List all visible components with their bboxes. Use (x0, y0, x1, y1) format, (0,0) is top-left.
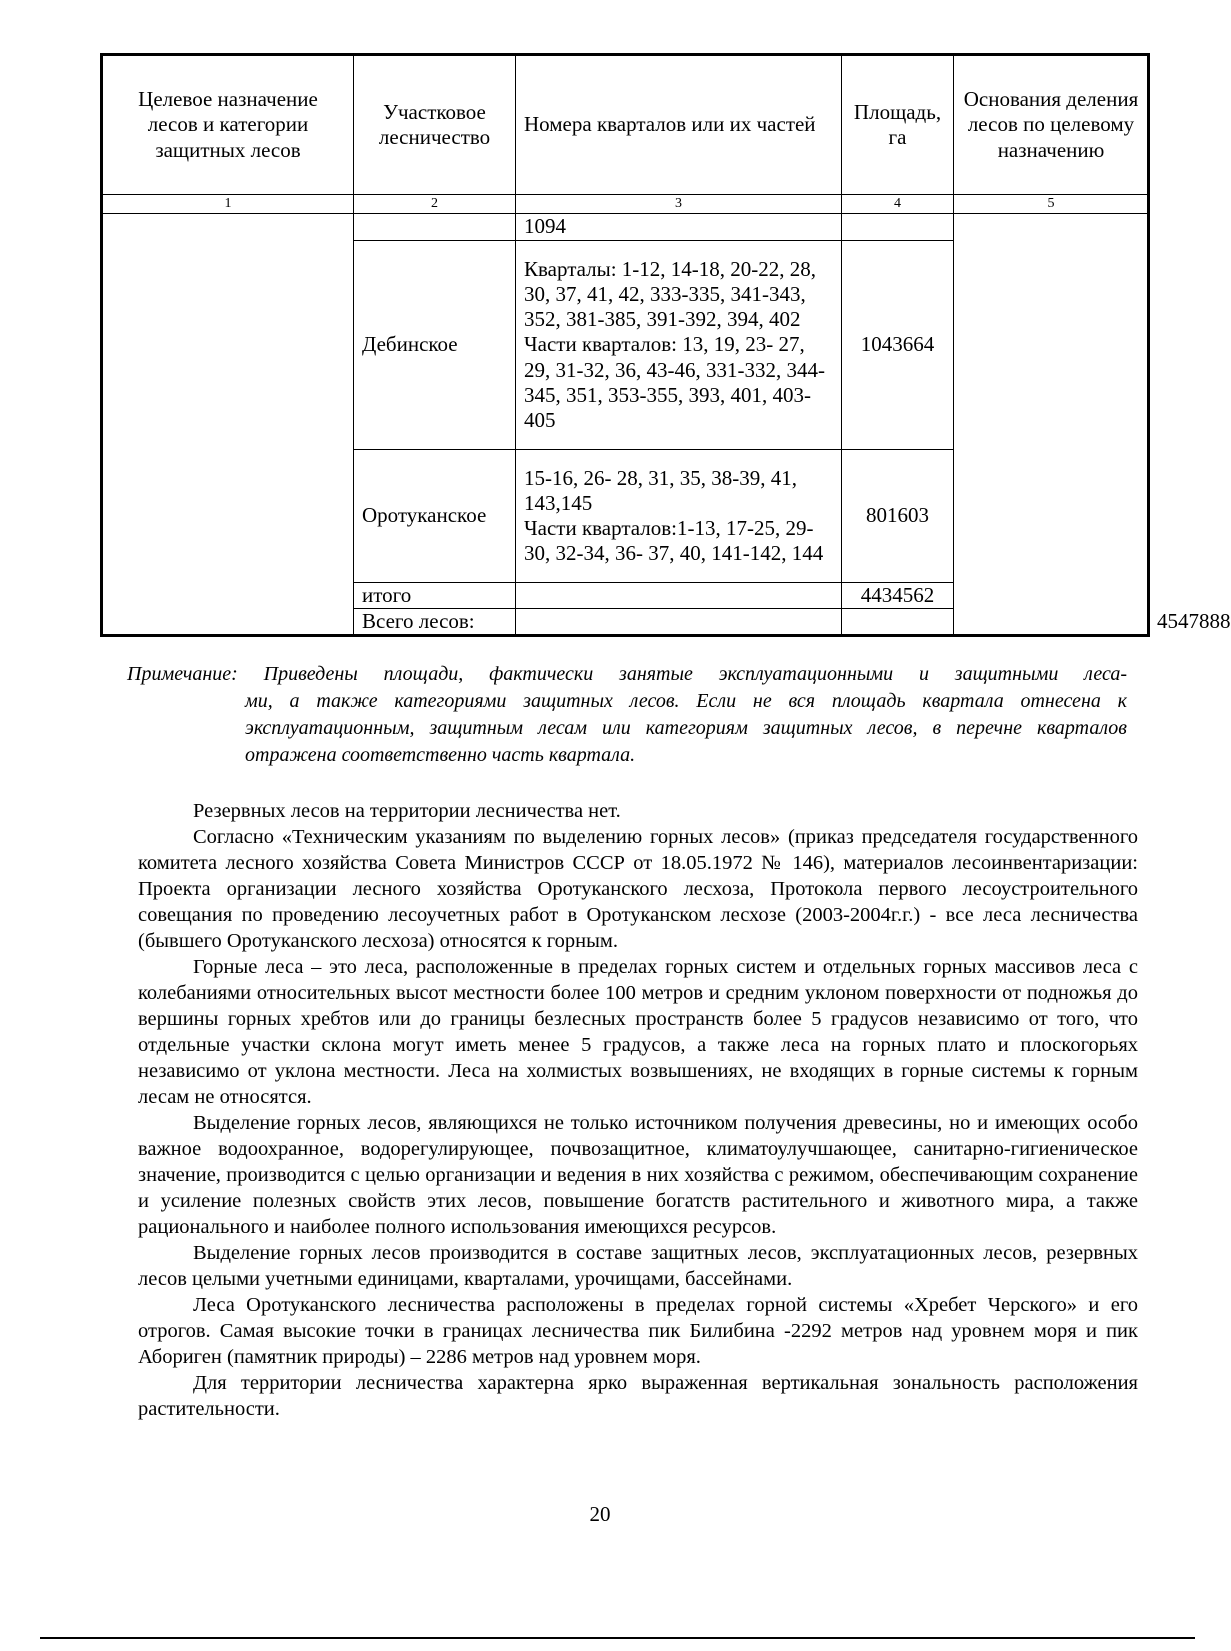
paragraph: Выделение горных лесов производится в составе защитных лесов, эксплуатационных лесов, резервных лесов целыми учетными единицами, кварталами, урочищами, бассейнами. (138, 1242, 1138, 1290)
basis-cell (954, 214, 1149, 636)
note-continuation: ми, а также категориями защитных лесов. Если не вся площадь квартала отнесена к эксплуатационным, защитным лесам или категориям защитных лесов, в перечне кварталов отражена соответственно часть квартала. (245, 690, 1127, 766)
column-number-row (102, 195, 1149, 214)
area-cell: 1043664 (842, 241, 954, 450)
body-text (138, 798, 1138, 1422)
quarters-cell: 1094 (516, 214, 842, 241)
table-header-row (102, 55, 1149, 195)
quarters-cell: 15-16, 26- 28, 31, 35, 38-39, 41, 143,145 Части кварталов:1-13, 17-25, 29-30, 32-34, 36- 37, 40, 141-142, 144 (516, 450, 842, 583)
header-basis: Основания деления лесов по целевому назначению (954, 55, 1149, 195)
table-row (102, 214, 1149, 241)
total-empty (842, 609, 954, 636)
forestry-cell: Оротуканское (354, 450, 516, 583)
header-quarters: Номера кварталов или их частей (516, 55, 842, 195)
forestry-cell: Дебинское (354, 241, 516, 450)
column-number: 3 (516, 195, 842, 214)
header-purpose: Целевое назначение лесов и категории защитных лесов (102, 55, 354, 195)
column-number: 1 (102, 195, 354, 214)
header-forestry: Участковое лесничество (354, 55, 516, 195)
area-cell: 801603 (842, 450, 954, 583)
header-area: Площадь, га (842, 55, 954, 195)
total-label: Всего лесов: (354, 609, 516, 636)
paragraph: Резервных лесов на территории лесничества нет. (193, 800, 621, 822)
paragraph: Согласно «Техническим указаниям по выделению горных лесов» (приказ председателя государственного комитета лесного хозяйства Совета Министров СССР от 18.05.1972 № 146), материалов лесоинвентаризации: Проекта организации лесного хозяйства Оротуканского лесхоза, Протокола первого лесоустроительного совещания по проведению лесоучетных работ в Оротуканском лесхозе (2003-2004г.г.) - все леса лесничества (бывшего Оротуканского лесхоза) относятся к горным. (138, 826, 1138, 952)
paragraph: Для территории лесничества характерна ярко выраженная вертикальная зональность расположения растительности. (138, 1372, 1138, 1420)
column-number: 2 (354, 195, 516, 214)
paragraph: Горные леса – это леса, расположенные в пределах горных систем и отдельных горных массивов леса с колебаниями относительных высот местности более 100 метров и средним уклоном поверхности от подножья до вершины горных хребтов или до границы безлесных пространств более 5 градусов независимо от того, что отдельные участки склона могут иметь менее 5 градусов, а также леса на горных плато и плоскогорьях независимо от уклона местности. Леса на холмистых возвышениях, не входящих в горные системы к горным лесам не относятся. (138, 956, 1138, 1108)
paragraph: Леса Оротуканского лесничества расположены в пределах горной системы «Хребет Черского» и его отрогов. Самая высокие точки в границах лесничества пик Билибина -2292 метров над уровнем моря и пик Абориген (памятник природы) – 2286 метров над уровнем моря. (138, 1294, 1138, 1368)
subtotal-empty (516, 583, 842, 609)
total-row: Всего лесов: 4547888 (102, 609, 1149, 636)
table-note (127, 661, 1127, 769)
forestry-cell (354, 214, 516, 241)
bottom-divider (40, 1637, 1195, 1639)
note-first-line: Примечание: Приведены площади, фактически занятые эксплуатационными и защитными леса- (127, 663, 1127, 685)
total-empty (516, 609, 842, 636)
area-cell (842, 214, 954, 241)
column-number: 5 (954, 195, 1149, 214)
paragraph: Выделение горных лесов, являющихся не только источником получения древесины, но и имеющих особо важное водоохранное, водорегулирующее, почвозащитное, климатоулучшающее, санитарно-гигиеническое значение, производится с целью организации и ведения в них хозяйства с режимом, обеспечивающим сохранение и усиление полезных свойств этих лесов, повышение богатств растительного и животного мира, а также рационального и наиболее полного использования имеющихся ресурсов. (138, 1112, 1138, 1238)
purpose-cell (102, 214, 354, 636)
subtotal-area: 4434562 (842, 583, 954, 609)
forest-table-wrapper (100, 53, 1231, 637)
page-number: 20 (589, 1502, 611, 1526)
quarters-cell: Кварталы: 1-12, 14-18, 20-22, 28, 30, 37, 41, 42, 333-335, 341-343, 352, 381-385, 391-392, 394, 402 Части кварталов: 13, 19, 23- 27, 29, 31-32, 36, 43-46, 331-332, 344-345, 351, 353-355, 393, 401, 403-405 (516, 241, 842, 450)
subtotal-label: итого (354, 583, 516, 609)
column-number: 4 (842, 195, 954, 214)
forest-purpose-table (100, 53, 1231, 637)
